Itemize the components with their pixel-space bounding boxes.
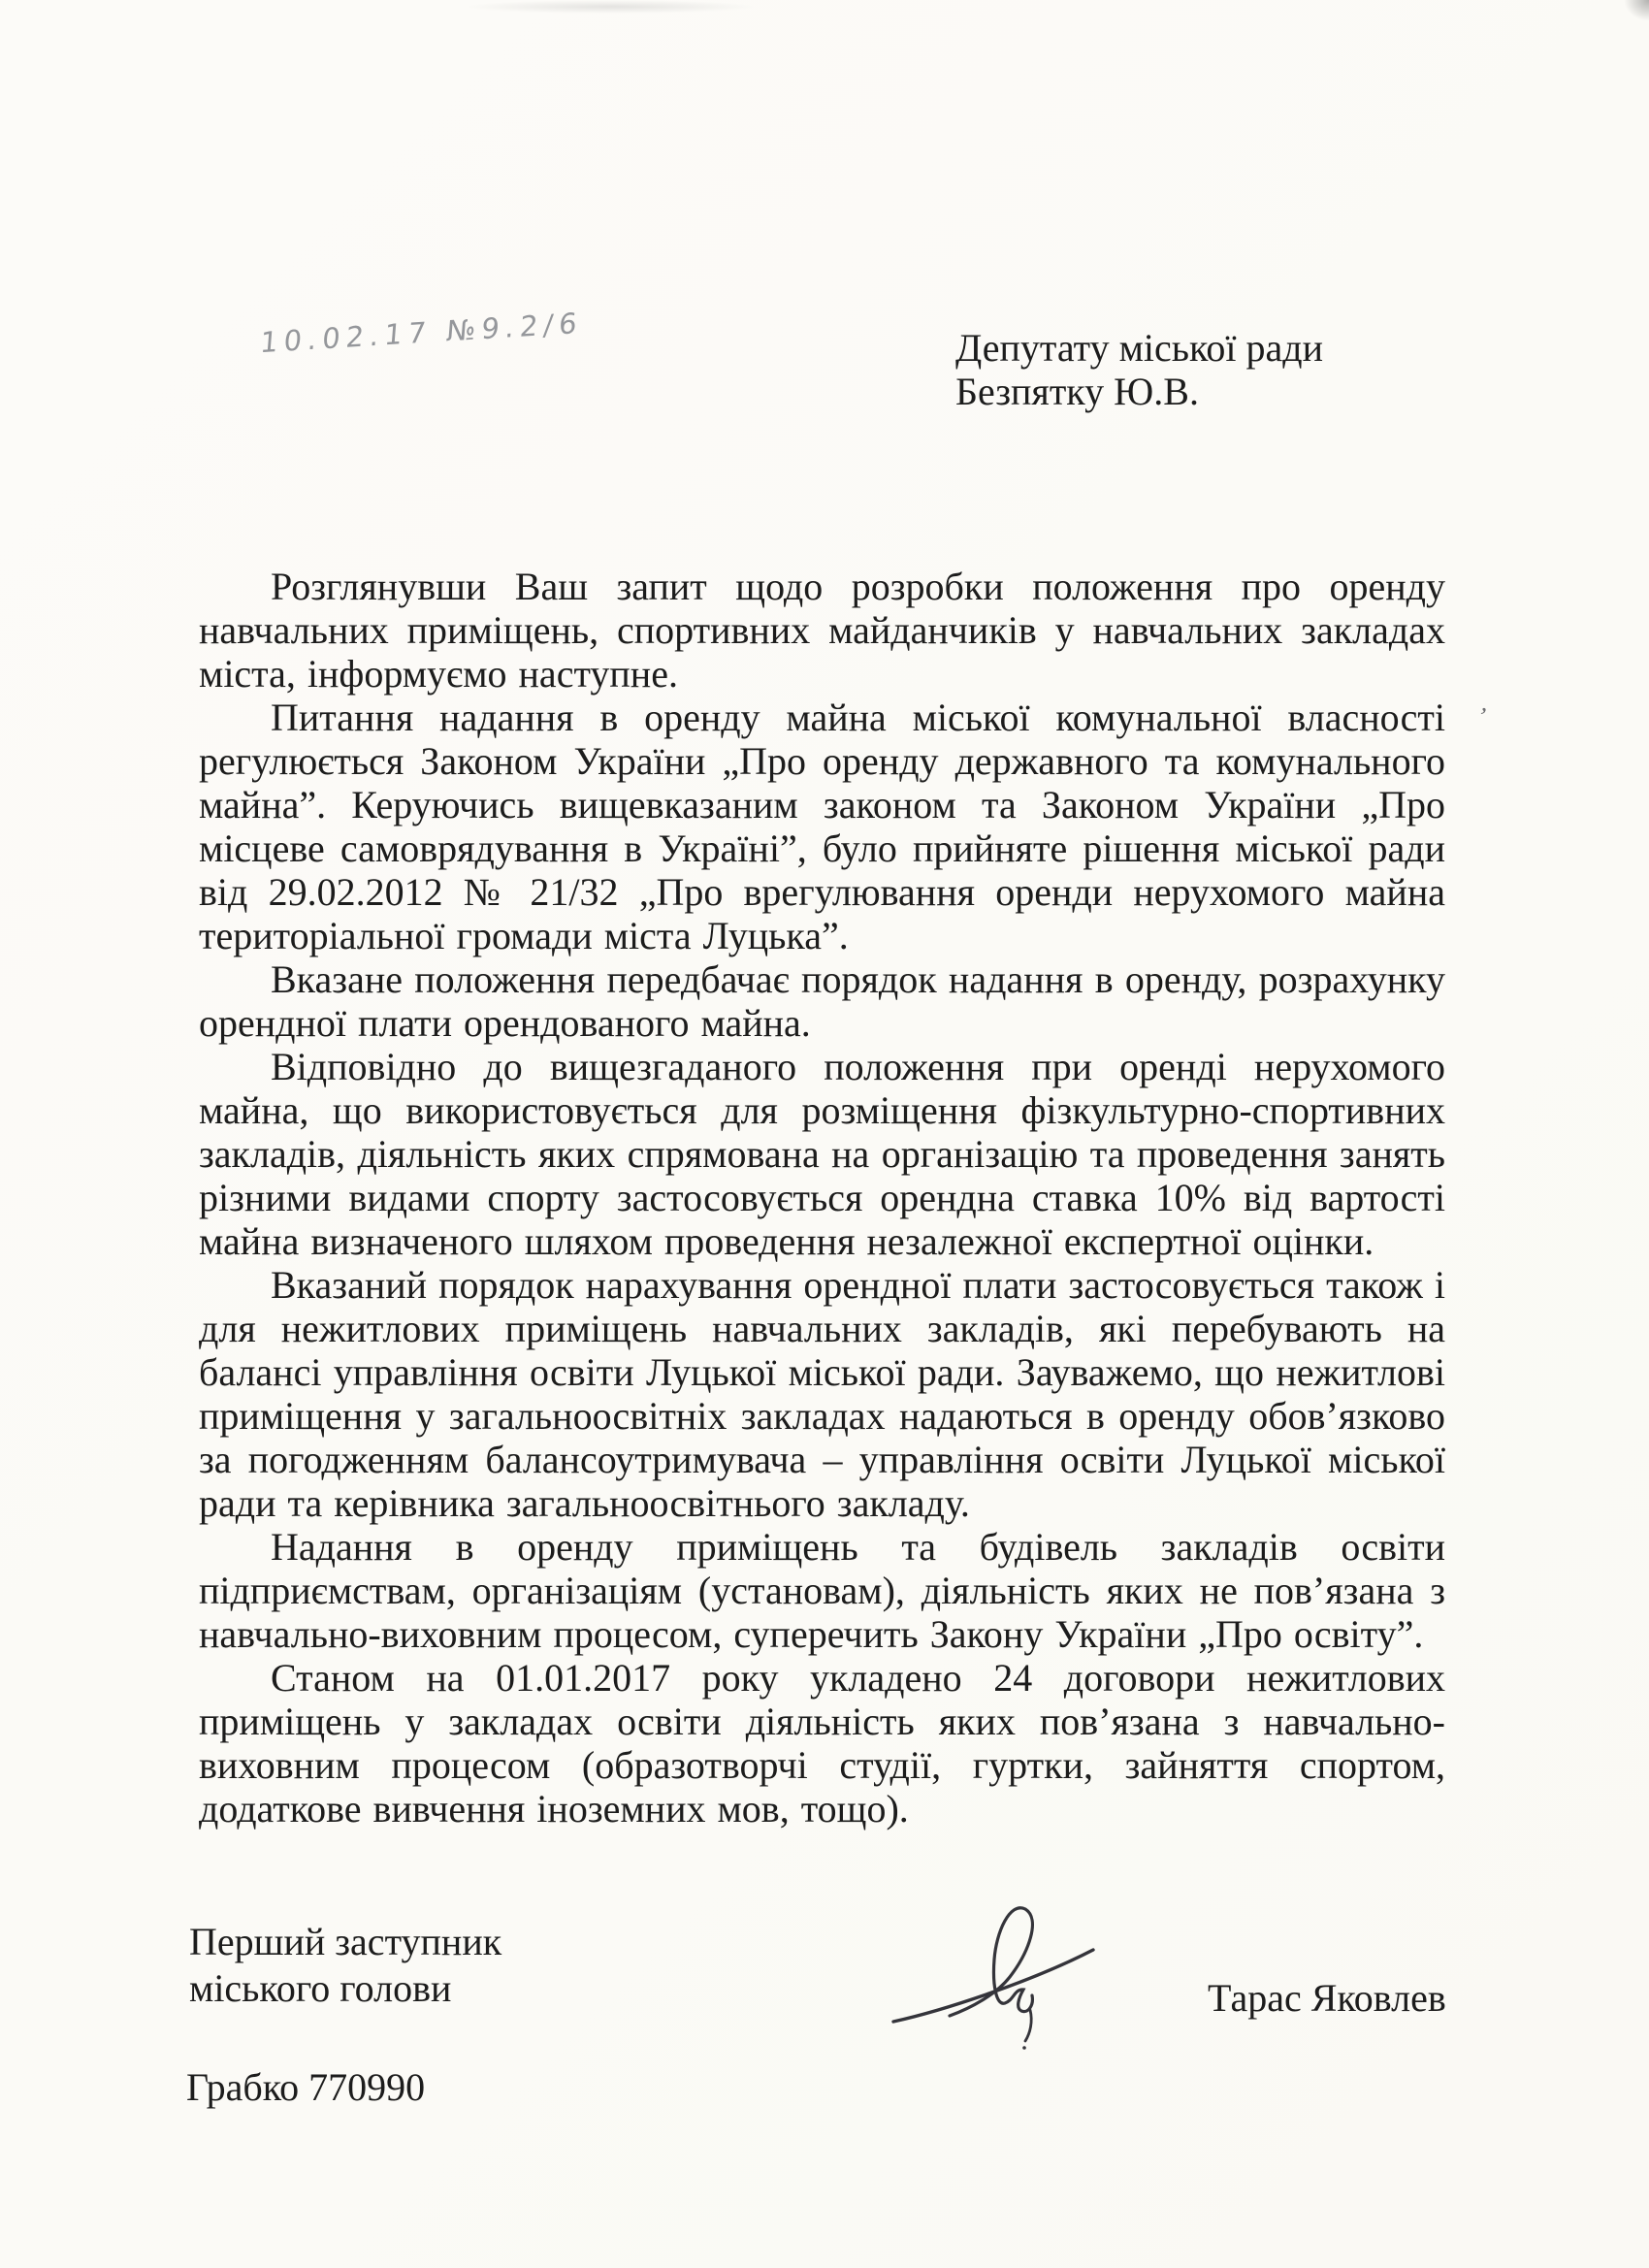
scan-corner-mark: [1624, 0, 1649, 21]
signer-position: [189, 1919, 501, 2012]
signer-position-line2: міського голови: [189, 1966, 452, 2010]
addressee-title: Депутату міської ради: [955, 326, 1324, 370]
paragraph: Відповідно до вищезгаданого положення при оренді нерухомого майна, що використовується для розміщення фізкультурно-спортивних закладів, діяльність яких спрямована на організацію та проведення занять різними видами спорту застосовується орендна ставка 10% від вартості майна визначеного шляхом проведення незалежної експертної оцінки.: [199, 1045, 1445, 1263]
margin-pencil-mark: ʼ: [1475, 701, 1490, 731]
paragraph: Станом на 01.01.2017 року укладено 24 договори нежитлових приміщень у закладах освіти діяльність яких пов’язана з навчально-виховним процесом (образотворчі студії, гуртки, зайняття спортом, додаткове вивчення іноземних мов, тощо).: [199, 1656, 1445, 1831]
handwritten-registration-note: 10.02.17 №9.2/6: [258, 306, 584, 360]
handwritten-signature: [888, 1899, 1130, 2055]
paragraph: Питання надання в оренду майна міської комунальної власності регулюється Законом України „Про оренду державного та комунального майна”. Керуючись вищевказаним законом та Законом України „Про місцеве самоврядування в Україні”, було прийняте рішення міської ради від 29.02.2012 № 21/32 „Про врегулювання оренди нерухомого майна територіальної громади міста Луцька”.: [199, 696, 1445, 957]
scan-smudge: [466, 0, 757, 14]
paragraph: Вказане положення передбачає порядок надання в оренду, розрахунку орендної плати орендованого майна.: [199, 957, 1445, 1045]
addressee-block: [955, 326, 1323, 413]
signer-position-line1: Перший заступник: [189, 1920, 502, 1963]
paragraph: Вказаний порядок нарахування орендної плати застосовується також і для нежитлових приміщень навчальних закладів, які перебувають на балансі управління освіти Луцької міської ради. Зауважемо, що нежитлові приміщення у загальноосвітніх закладах надаються в оренду обов’язково за погодженням балансоутримувача – управління освіти Луцької міської ради та керівника загальноосвітнього закладу.: [199, 1263, 1445, 1525]
signer-name: Тарас Яковлев: [1208, 1976, 1446, 2020]
executor-contact: Грабко 770990: [186, 2065, 426, 2109]
letter-body: [199, 565, 1445, 1831]
paragraph: Надання в оренду приміщень та будівель закладів освіти підприємствам, організаціям (установам), діяльність яких не пов’язана з навчально-виховним процесом, суперечить Закону України „Про освіту”.: [199, 1525, 1445, 1656]
addressee-name: Безпятку Ю.В.: [955, 370, 1199, 413]
paragraph: Розглянувши Ваш запит щодо розробки положення про оренду навчальних приміщень, спортивних майданчиків у навчальних закладах міста, інформуємо наступне.: [199, 565, 1445, 696]
